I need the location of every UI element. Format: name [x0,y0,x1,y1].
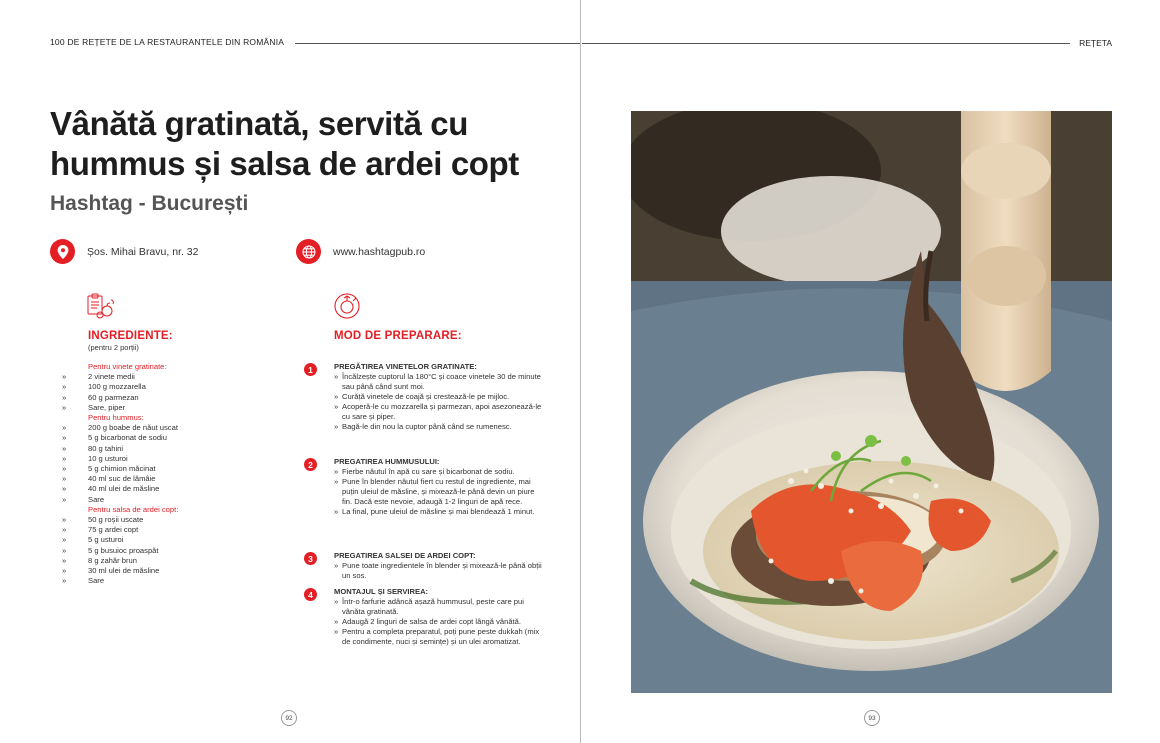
list-item: » Sare [62,576,105,586]
list-item: » 60 g parmezan [62,392,139,402]
list-item: » 10 g usturoi [62,453,128,463]
list-item: » 5 g bicarbonat de sodiu [62,433,167,443]
list-item: » 75 g ardei copt [62,525,139,535]
page-number-left: 92 [281,710,297,726]
ingredients-title: INGREDIENTE: [88,330,173,342]
restaurant-name: Hashtag - București [50,192,249,215]
list-item: » 8 g zahăr brun [62,555,137,565]
list-item: » Pentru a completa preparatul, poți pune peste dukkah (mix de condimente, nuci și semințe) și un ulei aromatizat. [334,627,540,646]
page-number-right: 93 [864,710,880,726]
ingredient-group-title: Pentru salsa de ardei copt: [88,504,179,514]
preparation-title: MOD DE PREPARARE: [334,330,462,342]
list-item: » Pune în blender năutul fiert cu restul de ingrediente, mai puțin uleiul de măsline, și mixează-le până devin un piure fin. Dacă este nevoie, adaugă 1-2 linguri de apă rece. [334,477,535,506]
globe-icon [296,239,321,264]
list-item: » 100 g mozzarella [62,382,146,392]
list-item: » 40 ml suc de lămâie [62,474,156,484]
list-item: » Acoperă-le cu mozzarella și parmezan, apoi asezonează-le cu sare și piper. [334,402,542,421]
website-block [296,239,425,264]
step-number: 3 [304,552,317,565]
list-item: » Pune toate ingredientele în blender și mixează-le până obții un sos. [334,561,542,580]
ingredients-list [62,362,272,586]
list-item: » 5 g busuioc proaspăt [62,545,159,555]
cooking-icon [333,292,361,320]
step-1 [304,362,544,432]
step-2 [304,457,544,517]
header-rule-left [295,43,580,44]
ingredient-group-title: Pentru vinete gratinate: [88,362,167,371]
step-number: 2 [304,458,317,471]
list-item: » 5 g usturoi [62,535,124,545]
ingredients-icon [86,292,114,320]
location-pin-icon [50,239,75,264]
list-item: » La final, pune uleiul de măsline și mai blendează 1 minut. [334,507,535,516]
list-item: » Sare, piper [62,402,126,412]
list-item: » Sare [62,494,105,504]
list-item: » Într-o farfurie adâncă așază hummusul, peste care pui vânăta gratinată. [334,597,524,616]
step-number: 4 [304,588,317,601]
list-item: » 5 g chimion măcinat [62,464,156,474]
dish-photo [631,111,1112,693]
step-title: PREGATIREA HUMMUSULUI: [334,457,440,466]
list-item: » 200 g boabe de năut uscat [62,423,178,433]
list-item: » 40 ml ulei de măsline [62,484,160,494]
list-item: » Fierbe năutul în apă cu sare și bicarbonat de sodiu. [334,467,515,476]
portions-note: (pentru 2 porții) [88,343,139,352]
address-block [50,239,198,264]
list-item: » Încălzește cuptorul la 180°C și coace vinetele 30 de minute sau până când sunt moi. [334,372,541,391]
list-item: » 80 g tahini [62,443,124,453]
ingredient-group-title: Pentru hummus: [88,413,144,423]
step-3 [304,551,544,581]
step-number: 1 [304,363,317,376]
running-header-left: 100 DE REȚETE DE LA RESTAURANTELE DIN ROMÂNIA [50,37,285,47]
step-title: PREGĂTIREA VINETELOR GRATINATE: [334,362,477,371]
website-link[interactable]: www.hashtagpub.ro [333,245,426,258]
list-item: » Bagă-le din nou la cuptor până când se rumenesc. [334,422,512,431]
step-4 [304,587,544,647]
dish-illustration [631,111,1112,693]
list-item: » 2 vinete medii [62,372,135,382]
running-header-right: REȚETA [1079,38,1112,48]
step-title: PREGATIREA SALSEI DE ARDEI COPT: [334,551,476,560]
header-rule-right [582,43,1070,44]
list-item: » 50 g roșii uscate [62,515,144,525]
address-text: Șos. Mihai Bravu, nr. 32 [87,245,199,258]
step-title: MONTAJUL ȘI SERVIREA: [334,587,429,596]
list-item: » 30 ml ulei de măsline [62,566,160,576]
book-spine [580,0,581,743]
recipe-title: Vânătă gratinată, servită cu hummus și salsa de ardei copt [50,105,519,182]
list-item: » Curăță vinetele de coajă și crestează-le pe mijloc. [334,392,510,401]
list-item: » Adaugă 2 linguri de salsa de ardei copt lângă vânătă. [334,617,522,626]
